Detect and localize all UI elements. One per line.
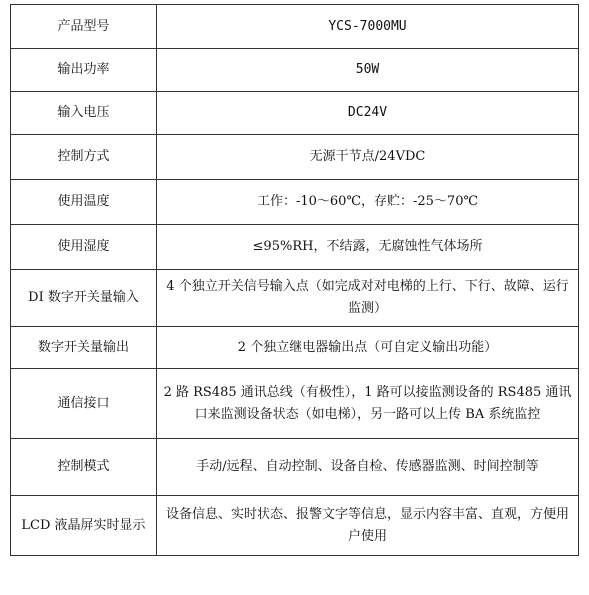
- row-value: 无源干节点/24VDC: [157, 135, 579, 180]
- row-value: 4 个独立开关信号输入点（如完成对对电梯的上行、下行、故障、运行监测）: [157, 270, 579, 327]
- table-row: [11, 439, 579, 496]
- row-value: 设备信息、实时状态、报警文字等信息，显示内容丰富、直观，方便用户使用: [157, 496, 579, 556]
- row-label: 使用湿度: [11, 225, 157, 270]
- row-label: 产品型号: [11, 5, 157, 49]
- row-value: YCS-7000MU: [157, 5, 579, 49]
- table-row: [11, 92, 579, 135]
- row-label: 通信接口: [11, 369, 157, 439]
- table-row: [11, 49, 579, 92]
- table-row: [11, 180, 579, 225]
- row-label: LCD 液晶屏实时显示: [11, 496, 157, 556]
- table-row: [11, 369, 579, 439]
- row-label: 输出功率: [11, 49, 157, 92]
- row-value: 工作：-10～60℃，存贮：-25～70℃: [157, 180, 579, 225]
- row-label: 控制方式: [11, 135, 157, 180]
- table-row: [11, 5, 579, 49]
- row-value: 手动/远程、自动控制、设备自检、传感器监测、时间控制等: [157, 439, 579, 496]
- row-value: 2 个独立继电器输出点（可自定义输出功能）: [157, 327, 579, 369]
- row-label: DI 数字开关量输入: [11, 270, 157, 327]
- table-row: [11, 225, 579, 270]
- table-row: [11, 496, 579, 556]
- spec-table: [10, 4, 579, 556]
- table-row: [11, 135, 579, 180]
- table-row: [11, 270, 579, 327]
- row-value: 2 路 RS485 通讯总线（有极性），1 路可以接监测设备的 RS485 通讯口来监测设备状态（如电梯），另一路可以上传 BA 系统监控: [157, 369, 579, 439]
- row-value: ≤95%RH，不结露，无腐蚀性气体场所: [157, 225, 579, 270]
- row-label: 使用温度: [11, 180, 157, 225]
- row-label: 控制模式: [11, 439, 157, 496]
- table-row: [11, 327, 579, 369]
- row-label: 输入电压: [11, 92, 157, 135]
- row-value: DC24V: [157, 92, 579, 135]
- row-value: 50W: [157, 49, 579, 92]
- row-label: 数字开关量输出: [11, 327, 157, 369]
